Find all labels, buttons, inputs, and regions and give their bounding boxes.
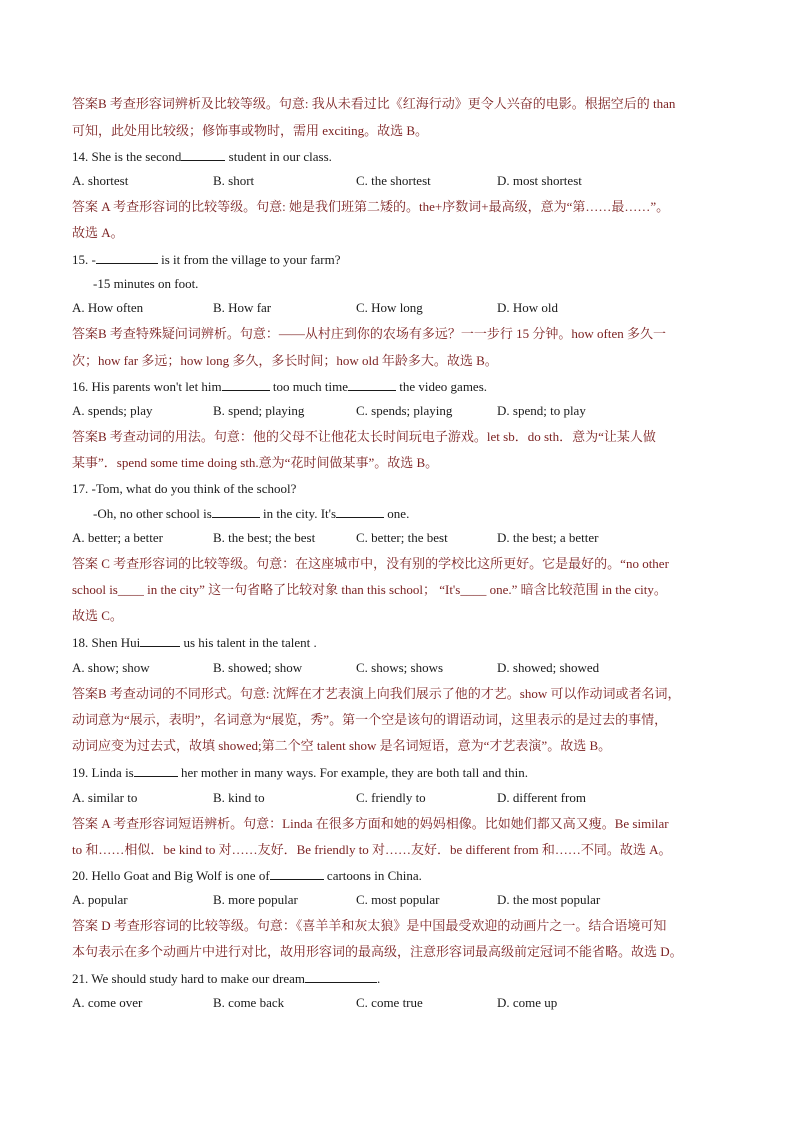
option-c: C. the shortest <box>356 173 431 188</box>
option-d: D. the most popular <box>497 892 601 907</box>
answer-blank <box>96 251 158 264</box>
answer-explanation-line <box>72 352 498 370</box>
option-d: D. How old <box>497 300 559 315</box>
answer-text: 答案 A 考查形容词短语辨析。句意：Linda 在很多方面和她的妈妈相像。比如她们都又高又瘦。Be similar <box>72 816 669 831</box>
option-a: A. How often <box>72 300 144 315</box>
option-c: C. shows; shows <box>356 660 444 675</box>
question-text: the video games. <box>396 379 488 394</box>
answer-blank <box>181 148 225 161</box>
answer-explanation-line <box>72 711 667 729</box>
option-c: C. better; the best <box>356 530 448 545</box>
option-c: C. most popular <box>356 892 440 907</box>
answer-text: 本句表示在多个动画片中进行对比，故用形容词的最高级，注意形容词最高级前定冠词不能省略。故选 D。 <box>72 944 683 959</box>
option-d: D. come up <box>497 995 558 1010</box>
option-d: D. most shortest <box>497 173 582 188</box>
question-text: student in our class. <box>225 149 332 164</box>
answer-explanation-line <box>72 198 669 216</box>
option-c: C. friendly to <box>356 790 426 805</box>
option-c: C. come true <box>356 995 423 1010</box>
question-text: 18. Shen Hui <box>72 635 141 650</box>
option-b: B. showed; show <box>213 660 303 675</box>
answer-blank <box>336 505 384 518</box>
option-a: A. popular <box>72 892 128 907</box>
option-a: A. shortest <box>72 173 129 188</box>
question-text: . <box>377 971 381 986</box>
question-text: 20. Hello Goat and Big Wolf is one of <box>72 868 270 883</box>
question-line <box>72 251 341 269</box>
answer-text: 答案B 考查特殊疑问词辨析。句意：——从村庄到你的农场有多远？一一步行 15 分钟。how often 多久一 <box>72 326 667 341</box>
answer-explanation-line <box>72 122 428 140</box>
answer-text: 答案 C 考查形容词的比较等级。句意：在这座城市中，没有别的学校比这所更好。它是最好的。“no other <box>72 556 669 571</box>
option-d: D. spend; to play <box>497 403 586 418</box>
question-text: 21. We should study hard to make our dream <box>72 971 306 986</box>
question-text: too much time <box>269 379 349 394</box>
answer-text: to 和……相似．be kind to 对……友好．Be friendly to 对……友好．be different from 和……不同。故选 A。 <box>72 842 672 857</box>
question-text: her mother in many ways. For example, they are both tall and thin. <box>177 765 528 780</box>
answer-blank <box>212 505 260 518</box>
option-b: B. short <box>213 173 255 188</box>
answer-text: 答案B 考查形容词辨析及比较等级。句意: 我从未看过比《红海行动》更令人兴奋的电影。根据空后的 than <box>72 96 676 111</box>
answer-text: 某事”．spend some time doing sth.意为“花时间做某事”。故选 B。 <box>72 455 439 470</box>
answer-explanation-line <box>72 815 669 833</box>
question-text: 15. - <box>72 252 96 267</box>
answer-blank <box>305 970 377 983</box>
option-b: B. more popular <box>213 892 298 907</box>
answer-blank <box>140 634 180 647</box>
answer-explanation-line <box>72 581 667 599</box>
answer-text: 答案B 考查动词的不同形式。句意: 沈辉在才艺表演上向我们展示了他的才艺。show 可以作动词或者名词， <box>72 686 681 701</box>
question-text: 19. Linda is <box>72 765 134 780</box>
question-text: 17. -Tom, what do you think of the school? <box>72 481 297 496</box>
option-a: A. better; a better <box>72 530 163 545</box>
question-text: is it from the village to your farm? <box>157 252 341 267</box>
question-line <box>72 634 317 652</box>
answer-explanation-line <box>72 555 669 573</box>
answer-explanation-line <box>72 325 666 343</box>
option-c: C. spends; playing <box>356 403 453 418</box>
answer-explanation-line <box>72 454 438 472</box>
question-reply-line <box>93 275 198 293</box>
question-line <box>72 480 296 498</box>
answer-explanation-line <box>72 428 656 446</box>
option-c: C. How long <box>356 300 423 315</box>
answer-explanation-line <box>72 841 672 859</box>
question-text: 14. She is the second <box>72 149 182 164</box>
answer-explanation-line <box>72 737 611 755</box>
question-line <box>93 505 409 523</box>
option-a: A. spends; play <box>72 403 153 418</box>
option-a: A. similar to <box>72 790 138 805</box>
reply-text: -15 minutes on foot. <box>93 276 199 291</box>
question-line <box>72 867 422 885</box>
answer-explanation-line <box>72 224 124 242</box>
answer-text: 答案B 考查动词的用法。句意：他的父母不让他花太长时间玩电子游戏。let sb．do sth．意为“让某人做 <box>72 429 656 444</box>
answer-explanation-line <box>72 943 683 961</box>
answer-explanation-line <box>72 95 675 113</box>
option-d: D. showed; showed <box>497 660 600 675</box>
answer-explanation-line <box>72 607 123 625</box>
question-line <box>72 148 332 166</box>
question-text: one. <box>384 506 410 521</box>
option-a: A. come over <box>72 995 143 1010</box>
answer-blank <box>134 764 178 777</box>
answer-text: 动词意为“展示，表明”，名词意为“展览，秀”。第一个空是该句的谓语动词，这里表示的是过去的事情， <box>72 712 668 727</box>
answer-text: 次；how far 多远；how long 多久，多长时间；how old 年龄多大。故选 B。 <box>72 353 498 368</box>
question-line <box>72 970 380 988</box>
question-text: 16. His parents won't let him <box>72 379 222 394</box>
option-b: B. come back <box>213 995 285 1010</box>
option-d: D. the best; a better <box>497 530 599 545</box>
question-text: cartoons in China. <box>323 868 422 883</box>
option-b: B. kind to <box>213 790 265 805</box>
answer-text: 可知，此处用比较级；修饰事或物时，需用 exciting。故选 B。 <box>72 123 429 138</box>
question-text: in the city. It's <box>259 506 337 521</box>
answer-text: school is____ in the city” 这一句省略了比较对象 than this school； “It's____ one.” 暗含比较范围 in the city。 <box>72 582 667 597</box>
option-b: B. the best; the best <box>213 530 316 545</box>
answer-explanation-line <box>72 917 666 935</box>
question-line <box>72 764 528 782</box>
option-a: A. show; show <box>72 660 150 675</box>
answer-text: 故选 C。 <box>72 608 123 623</box>
option-d: D. different from <box>497 790 586 805</box>
answer-text: 故选 A。 <box>72 225 124 240</box>
answer-blank <box>222 378 270 391</box>
answer-explanation-line <box>72 685 680 703</box>
question-text: us his talent in the talent . <box>180 635 317 650</box>
option-b: B. How far <box>213 300 272 315</box>
answer-blank <box>270 867 324 880</box>
answer-text: 动词应变为过去式，故填 showed;第二个空 talent show 是名词短语，意为“才艺表演”。故选 B。 <box>72 738 612 753</box>
answer-text: 答案 D 考查形容词的比较等级。句意：《喜羊羊和灰太狼》是中国最受欢迎的动画片之一。结合语境可知 <box>72 918 667 933</box>
question-text: -Oh, no other school is <box>93 506 212 521</box>
answer-text: 答案 A 考查形容词的比较等级。句意: 她是我们班第二矮的。the+序数词+最高级，意为“第……最……”。 <box>72 199 670 214</box>
answer-blank <box>348 378 396 391</box>
question-line <box>72 378 487 396</box>
option-b: B. spend; playing <box>213 403 305 418</box>
